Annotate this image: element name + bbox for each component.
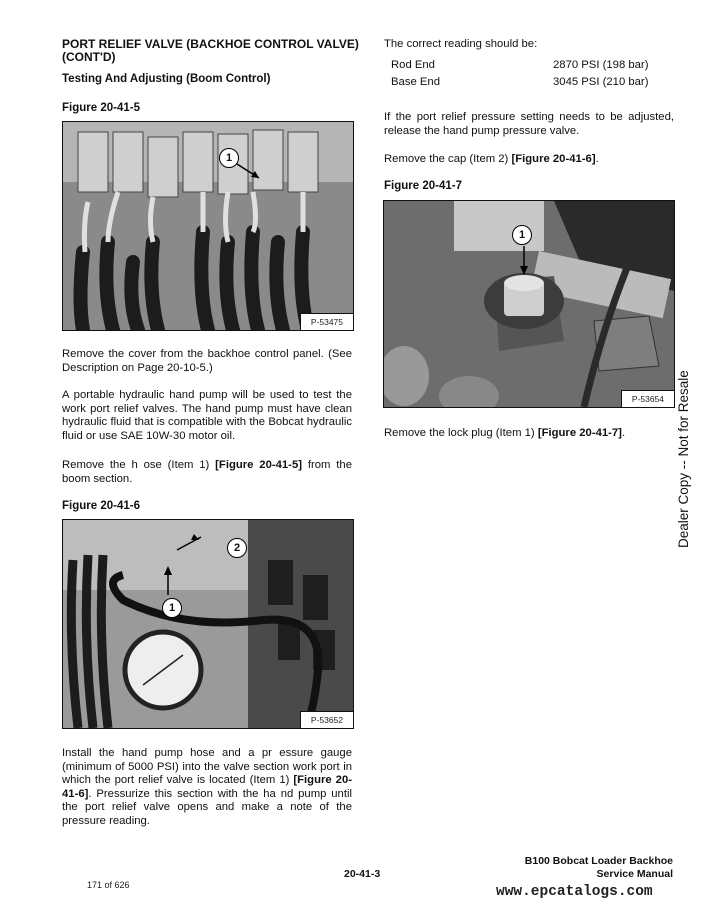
text: Remove the lock plug (Item 1) [384, 427, 538, 439]
photo-id-label: P-53475 [300, 313, 353, 330]
figure-photo-1 [62, 121, 354, 331]
paragraph: A portable hydraulic hand pump will be used to test the work port relief valves. The hand pump must have clean hydraulic fluid that is compatible with the Bobcat hydraulic fluid or use SAE 10W-30 motor oil. [62, 389, 352, 442]
paragraph: Remove the cover from the backhoe control panel. (See Description on Page 20-10-5.) [62, 348, 352, 374]
paragraph: If the port relief pressure setting needs to be adjusted, release the hand pump pressure valve. [384, 111, 674, 137]
photo-id-label: P-53652 [300, 711, 353, 728]
website-link[interactable]: www.epcatalogs.com [496, 884, 653, 900]
figure-photo-2 [62, 519, 354, 729]
paragraph [384, 153, 674, 167]
text: Install the hand pump hose and a pr essure gauge (minimum of 5000 PSI) into the valve section work port in which the port relief valve is located (Item 1) [62, 747, 352, 787]
figure-reference: [Figure 20-41-5] [215, 459, 302, 471]
figure-reference: [Figure 20-41-7] [537, 427, 622, 439]
reading-label: Base End [391, 75, 440, 88]
text: from the boom section. [62, 459, 352, 485]
figure-caption-2: Figure 20-41-6 [62, 500, 140, 512]
figure-caption-3: Figure 20-41-7 [384, 180, 462, 192]
reading-value: 3045 PSI (210 bar) [553, 75, 649, 88]
manual-title: B100 Bobcat Loader Backhoe [524, 855, 673, 867]
text: Remove the cap (Item 2) [384, 153, 512, 165]
section-title-line2: (CONT'D) [62, 50, 116, 64]
callout-1: 1 [512, 225, 532, 245]
callout-2: 2 [227, 538, 247, 558]
dealer-copy-watermark: Dealer Copy -- Not for Resale [676, 370, 691, 548]
text: Remove the h ose (Item 1) [62, 459, 216, 471]
reading-intro: The correct reading should be: [384, 38, 538, 50]
figure-caption-1: Figure 20-41-5 [62, 102, 140, 114]
paragraph [62, 459, 352, 486]
pressure-gauge-image [63, 520, 353, 728]
section-title-line1: PORT RELIEF VALVE (BACKHOE CONTROL VALVE) [62, 37, 359, 51]
hydraulic-hoses-image [63, 122, 353, 330]
figure-photo-3 [383, 200, 675, 408]
reading-row [391, 56, 653, 73]
callout-1: 1 [219, 148, 239, 168]
callout-1: 1 [162, 598, 182, 618]
page-number: 20-41-3 [344, 868, 381, 880]
paragraph [62, 747, 352, 829]
reading-value: 2870 PSI (198 bar) [553, 58, 649, 71]
figure-reference: [Figure 20-41-6] [62, 774, 352, 800]
text: . [621, 427, 626, 439]
reading-row [391, 73, 653, 90]
section-title [62, 38, 362, 64]
subsection-title: Testing And Adjusting (Boom Control) [62, 73, 271, 85]
readings-table [391, 56, 653, 90]
figure-reference: [Figure 20-41-6] [511, 153, 596, 165]
paragraph [384, 427, 674, 441]
reading-label: Rod End [391, 58, 435, 71]
manual-title-block [525, 855, 673, 881]
photo-id-label: P-53654 [621, 390, 674, 407]
manual-subtitle: Service Manual [596, 868, 673, 880]
page-count: 171 of 626 [87, 880, 130, 890]
text: . [595, 153, 599, 165]
text: . Pressurize this section with the ha nd pump until the port relief valve opens and make a note of the pressure reading. [62, 787, 352, 827]
